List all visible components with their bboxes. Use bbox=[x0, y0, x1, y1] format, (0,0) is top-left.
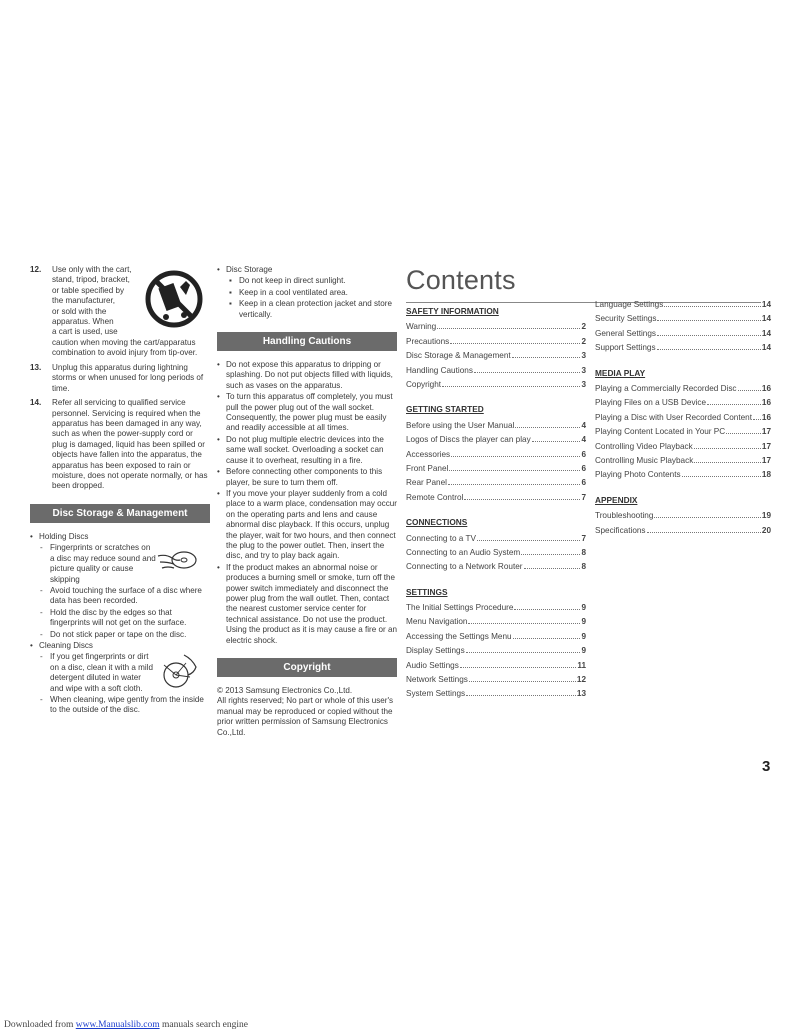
item-number: 13. bbox=[30, 363, 42, 372]
toc-entry-page: 3 bbox=[581, 351, 586, 361]
toc-entry[interactable] bbox=[406, 689, 586, 703]
list-item: - Do not stick paper or tape on the disc. bbox=[30, 630, 210, 640]
list-item: - If you get fingerprints or dirt on a disc, clean it with a mild detergent diluted in water and wipe with a soft cloth. bbox=[30, 652, 210, 694]
toc-entry-title: Copyright bbox=[406, 379, 442, 389]
toc-entry-title: Accessing the Settings Menu bbox=[406, 631, 512, 641]
toc-entry-page: 17 bbox=[761, 441, 771, 451]
toc-entry[interactable] bbox=[406, 603, 586, 617]
toc-entry[interactable] bbox=[406, 562, 586, 576]
toc-entry[interactable] bbox=[595, 413, 771, 427]
toc-leader-dots bbox=[514, 609, 580, 610]
cleaning-discs-section bbox=[30, 641, 210, 716]
toc-entry-page: 18 bbox=[761, 470, 771, 480]
item-text: Unplug this apparatus during lightning storms or when unused for long periods of time. bbox=[52, 363, 204, 393]
toc-leader-dots bbox=[726, 433, 761, 434]
toc-entry[interactable] bbox=[406, 646, 586, 660]
toc-entry-title: Rear Panel bbox=[406, 478, 447, 488]
item-text: Refer all servicing to qualified service personnel. Servicing is required when the apparatus has been damaged in any way, such as when the power-supply cord or plug is damaged, liquid has been spilled or objects have fallen into the apparatus, the apparatus has been exposed to rain or moisture, does not operate normally, or has been dropped. bbox=[52, 398, 208, 491]
toc-entry-title: Before using the User Manual bbox=[406, 420, 515, 430]
list-item: • Before connecting other components to this player, be sure to turn them off. bbox=[217, 467, 397, 488]
item-12-tail: caution when moving the cart/apparatus combination to avoid injury from tip-over. bbox=[52, 337, 198, 358]
toc-entry[interactable] bbox=[406, 366, 586, 380]
toc-entry-title: Connecting to an Audio System bbox=[406, 547, 521, 557]
toc-leader-dots bbox=[451, 456, 580, 457]
footer-prefix: Downloaded from bbox=[4, 1020, 76, 1030]
toc-leader-dots bbox=[647, 532, 761, 533]
toc-entry-page: 16 bbox=[761, 412, 771, 422]
list-item: ▪ Keep in a cool ventilated area. bbox=[217, 288, 397, 298]
copyright-heading: Copyright bbox=[217, 658, 397, 677]
toc-entry-title: Playing Files on a USB Device bbox=[595, 398, 707, 408]
toc-section-heading[interactable]: SETTINGS bbox=[406, 586, 448, 597]
toc-entry-page: 16 bbox=[761, 383, 771, 393]
holding-discs-title: • Holding Discs bbox=[30, 532, 210, 542]
toc-entry-page: 7 bbox=[581, 492, 586, 502]
toc-entry[interactable] bbox=[595, 442, 771, 456]
toc-entry-page: 2 bbox=[581, 336, 586, 346]
contents-title: Contents bbox=[406, 265, 516, 295]
toc-entry-title: Front Panel bbox=[406, 463, 449, 473]
toc-entry-title: Network Settings bbox=[406, 675, 468, 685]
toc-entry-title: Logos of Discs the player can play bbox=[406, 435, 531, 445]
item-number: 14. bbox=[30, 398, 42, 408]
toc-entry[interactable] bbox=[406, 478, 586, 492]
toc-entry-page: 9 bbox=[581, 603, 586, 613]
toc-leader-dots bbox=[657, 335, 761, 336]
toc-list bbox=[595, 368, 771, 547]
disc-storage-title: • Disc Storage bbox=[217, 265, 397, 275]
toc-entry-page: 4 bbox=[581, 420, 586, 430]
toc-leader-dots bbox=[460, 667, 577, 668]
toc-entry-title: Accessories bbox=[406, 449, 451, 459]
toc-leader-dots bbox=[682, 476, 761, 477]
toc-entry-page: 3 bbox=[581, 379, 586, 389]
cleaning-discs-title: • Cleaning Discs bbox=[30, 641, 210, 651]
toc-entry[interactable] bbox=[595, 398, 771, 412]
safety-item-12 bbox=[30, 265, 210, 359]
toc-section-heading[interactable]: APPENDIX bbox=[595, 494, 638, 505]
toc-section-heading[interactable]: GETTING STARTED bbox=[406, 404, 484, 415]
toc-entry[interactable] bbox=[406, 322, 586, 336]
download-footer bbox=[4, 1020, 248, 1030]
toc-entry-title: Disc Storage & Management bbox=[406, 351, 511, 361]
list-item: • If the product makes an abnormal noise or produces a burning smell or smoke, turn off the power switch immediately and disconnect the power plug from the wall outlet. Then, contact the nearest customer service center for technical assistance. Do not use the product. Using the product as it is may cause a fire or an electric shock. bbox=[217, 563, 397, 646]
list-item: • To turn this apparatus off completely, you must pull the power plug out of the wall socket. Consequently, the power plug must be easily and readily accessible at all times. bbox=[217, 392, 397, 434]
item-12-line: stand, tripod, bracket, bbox=[52, 275, 130, 285]
toc-entry[interactable] bbox=[595, 314, 771, 328]
toc-entry-page: 14 bbox=[761, 314, 771, 324]
toc-entry-page: 13 bbox=[576, 689, 586, 699]
toc-entry[interactable] bbox=[406, 380, 586, 394]
toc-entry-page: 3 bbox=[581, 365, 586, 375]
toc-entry-page: 17 bbox=[761, 427, 771, 437]
toc-entry-page: 6 bbox=[581, 463, 586, 473]
toc-entry[interactable] bbox=[406, 632, 586, 646]
toc-leader-dots bbox=[694, 448, 761, 449]
toc-entry-title: Playing a Disc with User Recorded Content bbox=[595, 412, 752, 422]
copyright-text: All rights reserved; No part or whole of this user's manual may be reproduced or copied without the prior written permission of Samsung Electronics Co.,Ltd. bbox=[217, 696, 394, 737]
toc-entry-title: Precautions bbox=[406, 336, 450, 346]
toc-list-top bbox=[595, 300, 771, 358]
toc-entry-page: 9 bbox=[581, 631, 586, 641]
item-12-line: apparatus. When bbox=[52, 317, 114, 327]
toc-entry[interactable] bbox=[406, 675, 586, 689]
toc-section-heading[interactable]: SAFETY INFORMATION bbox=[406, 306, 499, 316]
toc-leader-dots bbox=[442, 386, 580, 387]
toc-entry-page: 6 bbox=[581, 449, 586, 459]
toc-leader-dots bbox=[521, 554, 580, 555]
toc-entry[interactable] bbox=[595, 300, 771, 314]
list-item: - Avoid touching the surface of a disc where data has been recorded. bbox=[30, 586, 210, 607]
holding-discs-section bbox=[30, 532, 210, 640]
toc-entry-title: The Initial Settings Procedure bbox=[406, 603, 514, 613]
toc-entry[interactable] bbox=[595, 329, 771, 343]
toc-entry-title: Menu Navigation bbox=[406, 617, 468, 627]
toc-entry-page: 9 bbox=[581, 646, 586, 656]
toc-entry-page: 19 bbox=[761, 511, 771, 521]
toc-entry-page: 14 bbox=[761, 300, 771, 309]
safety-item-14 bbox=[30, 398, 210, 492]
toc-entry[interactable] bbox=[595, 526, 771, 540]
toc-entry-title: Specifications bbox=[595, 525, 646, 535]
toc-entry[interactable] bbox=[595, 470, 771, 484]
toc-leader-dots bbox=[513, 638, 581, 639]
toc-entry-page: 2 bbox=[581, 322, 586, 332]
toc-entry-page: 12 bbox=[576, 675, 586, 685]
toc-leader-dots bbox=[437, 328, 580, 329]
toc-entry[interactable] bbox=[595, 427, 771, 441]
toc-leader-dots bbox=[532, 441, 581, 442]
toc-leader-dots bbox=[466, 695, 576, 696]
list-item: - Fingerprints or scratches on a disc may reduce sound and picture quality or cause skipping bbox=[30, 543, 210, 585]
toc-entry-title: Controlling Video Playback bbox=[595, 441, 693, 451]
disc-storage-heading: Disc Storage & Management bbox=[30, 504, 210, 523]
toc-entry-title: Warning bbox=[406, 322, 437, 332]
toc-leader-dots bbox=[707, 404, 761, 405]
toc-leader-dots bbox=[468, 623, 580, 624]
list-item: ▪ Keep in a clean protection jacket and store vertically. bbox=[217, 299, 397, 320]
item-12-line: Use only with the cart, bbox=[52, 265, 132, 274]
toc-entry-title: Audio Settings bbox=[406, 660, 459, 670]
list-item: - When cleaning, wipe gently from the inside to the outside of the disc. bbox=[30, 695, 210, 716]
list-item: ▪ Do not keep in direct sunlight. bbox=[217, 276, 397, 286]
toc-entry-page: 7 bbox=[581, 533, 586, 543]
toc-leader-dots bbox=[449, 470, 580, 471]
hand-holding-disc-icon bbox=[156, 540, 200, 580]
toc-entry[interactable] bbox=[406, 337, 586, 351]
toc-entry-page: 20 bbox=[761, 525, 771, 535]
toc-entry[interactable] bbox=[406, 421, 586, 435]
toc-entry-page: 8 bbox=[581, 547, 586, 557]
toc-entry[interactable] bbox=[406, 450, 586, 464]
item-12-line: the manufacturer, bbox=[52, 296, 115, 306]
toc-section-heading[interactable]: MEDIA PLAY bbox=[595, 367, 646, 378]
toc-list bbox=[406, 306, 586, 711]
toc-entry-title: Playing Photo Contents bbox=[595, 470, 681, 480]
toc-entry-title: Display Settings bbox=[406, 646, 465, 656]
toc-entry-title: Troubleshooting bbox=[595, 511, 654, 521]
toc-entry[interactable] bbox=[406, 534, 586, 548]
toc-leader-dots bbox=[512, 357, 581, 358]
toc-entry-title: System Settings bbox=[406, 689, 466, 699]
footer-suffix: manuals search engine bbox=[159, 1020, 248, 1030]
contents-column-2 bbox=[595, 300, 771, 547]
toc-entry[interactable] bbox=[595, 456, 771, 470]
toc-entry-page: 4 bbox=[581, 435, 586, 445]
cleaning-disc-icon bbox=[156, 651, 200, 691]
toc-entry-page: 17 bbox=[761, 455, 771, 465]
toc-entry[interactable] bbox=[406, 351, 586, 365]
toc-leader-dots bbox=[738, 390, 761, 391]
toc-entry[interactable] bbox=[406, 617, 586, 631]
toc-leader-dots bbox=[524, 568, 581, 569]
toc-entry-title: General Settings bbox=[595, 328, 656, 338]
list-item: • If you move your player suddenly from a cold place to a warm place, condensation may occur on the operating parts and lens and cause abnormal disc playback. If this occurs, unplug the player, wait for two hours, and then connect the plug to the power outlet. Then, insert the disc, and try to play back again. bbox=[217, 489, 397, 562]
toc-entry[interactable] bbox=[595, 511, 771, 525]
toc-entry-title: Playing a Commercially Recorded Disc bbox=[595, 383, 737, 393]
toc-leader-dots bbox=[657, 320, 760, 321]
copyright-line: © 2013 Samsung Electronics Co.,Ltd. bbox=[217, 686, 353, 695]
toc-leader-dots bbox=[450, 343, 580, 344]
list-item: - Hold the disc by the edges so that fingerprints will not get on the surface. bbox=[30, 608, 210, 629]
safety-column-1 bbox=[30, 265, 210, 717]
item-12-line: or table specified by bbox=[52, 285, 124, 295]
toc-entry[interactable] bbox=[406, 661, 586, 675]
toc-leader-dots bbox=[654, 517, 760, 518]
toc-leader-dots bbox=[448, 484, 580, 485]
list-item: • Do not expose this apparatus to dripping or splashing. Do not put objects filled with liquids, such as vases on the apparatus. bbox=[217, 360, 397, 391]
cart-warning-icon bbox=[144, 267, 204, 337]
toc-leader-dots bbox=[753, 419, 761, 420]
toc-entry-page: 14 bbox=[761, 343, 771, 353]
toc-entry-page: 9 bbox=[581, 617, 586, 627]
toc-entry-title: Remote Control bbox=[406, 492, 464, 502]
safety-item-13 bbox=[30, 363, 210, 394]
toc-entry-title: Support Settings bbox=[595, 343, 656, 353]
page-number: 3 bbox=[762, 758, 771, 775]
toc-entry[interactable] bbox=[406, 464, 586, 478]
safety-column-2 bbox=[217, 265, 397, 738]
toc-section-heading[interactable]: CONNECTIONS bbox=[406, 517, 468, 528]
toc-entry-title: Language Settings bbox=[595, 300, 664, 309]
item-12-line: a cart is used, use bbox=[52, 327, 118, 337]
toc-leader-dots bbox=[515, 427, 580, 428]
toc-entry-page: 6 bbox=[581, 478, 586, 488]
list-item: • Do not plug multiple electric devices into the same wall socket. Overloading a socket can cause it to overheat, resulting in a fire. bbox=[217, 435, 397, 466]
toc-entry-title: Controlling Music Playback bbox=[595, 455, 694, 465]
toc-leader-dots bbox=[464, 499, 580, 500]
handling-cautions-heading: Handling Cautions bbox=[217, 332, 397, 351]
toc-entry-page: 11 bbox=[577, 660, 586, 670]
handling-cautions-list bbox=[217, 360, 397, 646]
toc-entry-title: Connecting to a Network Router bbox=[406, 562, 523, 572]
toc-entry[interactable] bbox=[406, 493, 586, 507]
toc-leader-dots bbox=[466, 652, 581, 653]
item-number: 12. bbox=[30, 265, 42, 274]
toc-entry-page: 8 bbox=[581, 562, 586, 572]
toc-leader-dots bbox=[477, 540, 580, 541]
toc-entry-title: Security Settings bbox=[595, 314, 657, 324]
toc-entry-title: Playing Content Located in Your PC bbox=[595, 427, 726, 437]
toc-leader-dots bbox=[474, 372, 581, 373]
toc-entry-title: Connecting to a TV bbox=[406, 533, 476, 543]
toc-entry-page: 14 bbox=[761, 328, 771, 338]
contents-column-1 bbox=[406, 265, 586, 711]
manualslib-link[interactable]: www.Manualslib.com bbox=[75, 1020, 160, 1030]
toc-entry-title: Handling Cautions bbox=[406, 365, 473, 375]
toc-leader-dots bbox=[664, 306, 761, 307]
toc-leader-dots bbox=[657, 349, 761, 350]
toc-entry[interactable] bbox=[406, 435, 586, 449]
toc-leader-dots bbox=[694, 462, 761, 463]
toc-entry-page: 16 bbox=[761, 398, 771, 408]
toc-entry[interactable] bbox=[595, 343, 771, 357]
toc-leader-dots bbox=[469, 681, 576, 682]
toc-entry[interactable] bbox=[595, 384, 771, 398]
toc-entry[interactable] bbox=[406, 548, 586, 562]
item-12-text bbox=[52, 265, 138, 338]
item-12-line: or sold with the bbox=[52, 306, 107, 316]
